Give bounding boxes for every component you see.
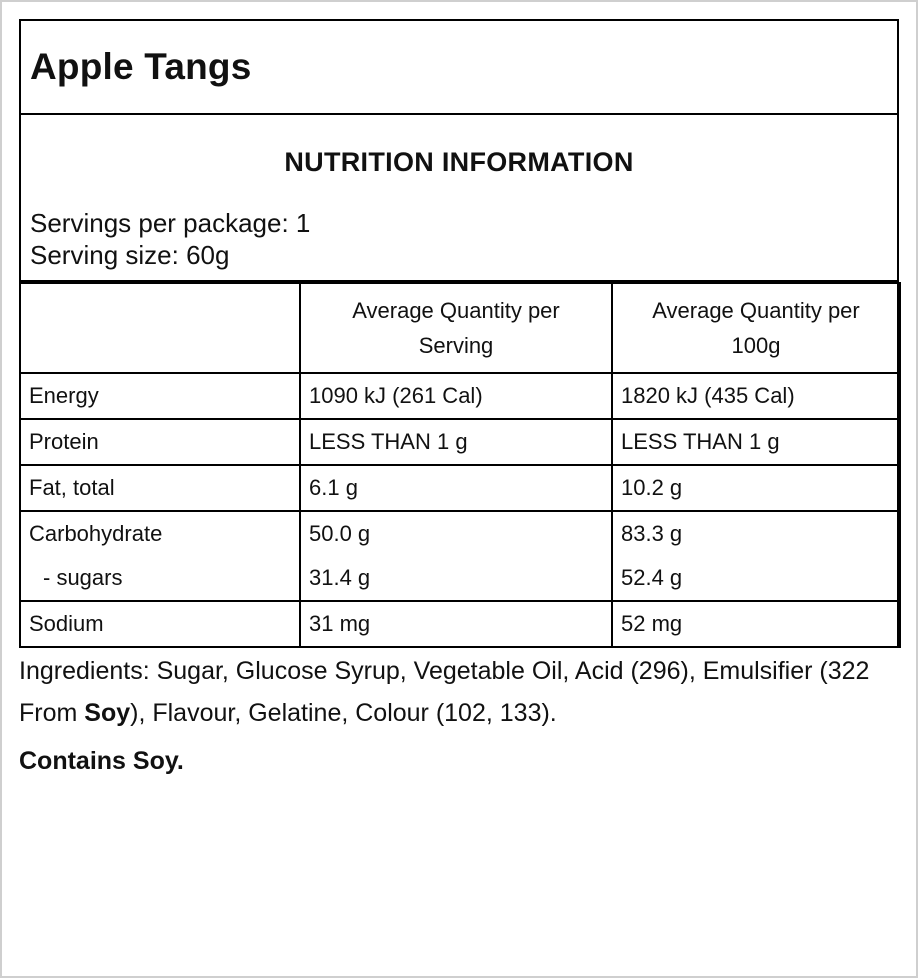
nutrition-table — [19, 282, 901, 648]
ingredients-text: Ingredients: Sugar, Glucose Syrup, Vegetable Oil, Acid (296), Emulsifier (322 From — [19, 657, 870, 727]
nutrition-heading: NUTRITION INFORMATION — [284, 147, 634, 177]
value-per-100g-cell — [612, 511, 900, 601]
value-per-serving: 50.0 g — [309, 521, 371, 546]
table-row-fat — [20, 465, 900, 511]
product-title-row — [21, 21, 897, 115]
header-per-100g: Average Quantity per 100g — [612, 283, 900, 373]
nutrient-label-cell — [20, 511, 300, 601]
value-per-serving: 31 mg — [300, 601, 612, 647]
value-per-100g: 10.2 g — [612, 465, 900, 511]
ingredients-text-end: ), Flavour, Gelatine, Colour (102, 133). — [130, 699, 557, 727]
servings-info — [30, 207, 310, 271]
nutrition-panel — [19, 19, 899, 648]
value-per-100g-sugars: 52.4 g — [621, 565, 683, 590]
allergen-statement: Contains Soy. — [19, 747, 184, 775]
ingredients-list — [19, 650, 899, 734]
value-per-100g: 83.3 g — [621, 521, 683, 546]
nutrient-label: Protein — [20, 419, 300, 465]
value-per-serving: 6.1 g — [300, 465, 612, 511]
header-per-serving: Average Quantity per Serving — [300, 283, 612, 373]
product-title: Apple Tangs — [30, 46, 252, 87]
nutrient-label: Energy — [20, 373, 300, 419]
nutrition-info-block — [21, 115, 897, 282]
value-per-100g: LESS THAN 1 g — [612, 419, 900, 465]
table-row-energy — [20, 373, 900, 419]
value-per-serving-cell — [300, 511, 612, 601]
allergen-highlight: Soy — [84, 699, 131, 727]
value-per-serving: 1090 kJ (261 Cal) — [300, 373, 612, 419]
nutrient-label: Sodium — [20, 601, 300, 647]
nutrient-label: Fat, total — [20, 465, 300, 511]
table-row-protein — [20, 419, 900, 465]
value-per-serving: LESS THAN 1 g — [300, 419, 612, 465]
header-blank-cell — [20, 283, 300, 373]
table-header-row — [20, 283, 900, 373]
servings-per-package: Servings per package: 1 — [30, 208, 311, 238]
value-per-100g: 1820 kJ (435 Cal) — [612, 373, 900, 419]
table-row-carbohydrate — [20, 511, 900, 601]
nutrient-label: Carbohydrate — [29, 521, 163, 546]
value-per-100g: 52 mg — [612, 601, 900, 647]
nutrient-sublabel: - sugars — [43, 565, 123, 590]
serving-size: Serving size: 60g — [30, 240, 230, 270]
value-per-serving-sugars: 31.4 g — [309, 565, 371, 590]
table-row-sodium — [20, 601, 900, 647]
